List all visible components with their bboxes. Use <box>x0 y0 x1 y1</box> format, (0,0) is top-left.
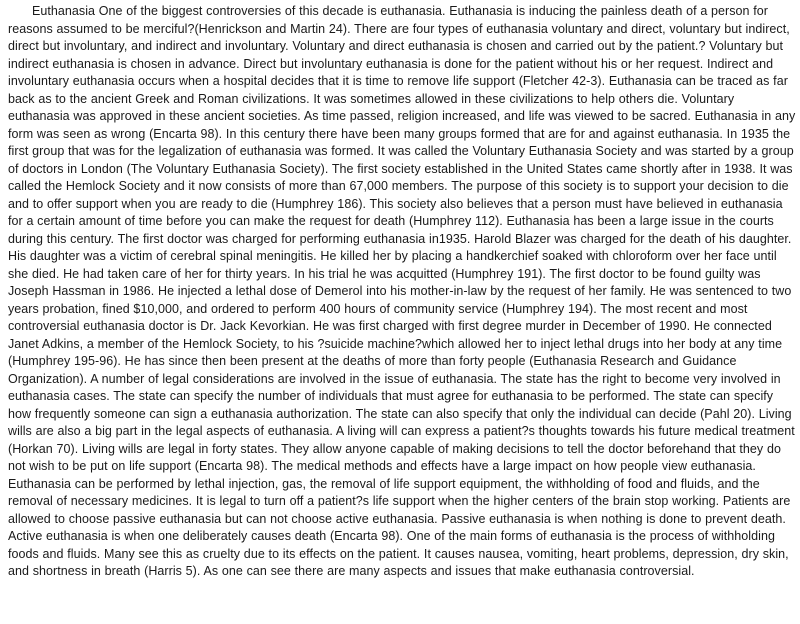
essay-paragraph: Euthanasia One of the biggest controversies of this decade is euthanasia. Euthanasia is inducing the painless death of a person for reasons assumed to be merciful?(Henrickson and Martin 24). There are four types of euthanasia voluntary and direct, voluntary but indirect, direct but involuntary, and indirect and involuntary. Voluntary and direct euthanasia is chosen and carried out by the patient.? Voluntary but indirect euthanasia is chosen in advance. Direct but involuntary euthanasia is done for the patient without his or her request. Indirect and involuntary euthanasia occurs when a hospital decides that it is time to remove life support (Fletcher 42-3). Euthanasia can be traced as far back as to the ancient Greek and Roman civilizations. It was sometimes allowed in these civilizations to help others die. Voluntary euthanasia was approved in these ancient societies. As time passed, religion increased, and life was viewed to be sacred. Euthanasia in any form was seen as wrong (Encarta 98). In this century there have been many groups formed that are for and against euthanasia. In 1935 the first group that was for the legalization of euthanasia was formed. It was called the Voluntary Euthanasia Society and was started by a group of doctors in London (The Voluntary Euthanasia Society). The first society established in the United States came shortly after in 1938. It was called the Hemlock Society and it now consists of more than 67,000 members. The purpose of this society is to support your decision to die and to offer support when you are ready to die (Humphrey 186). This society also believes that a person must have believed in euthanasia for a certain amount of time before you can make the request for death (Humphrey 112). Euthanasia has been a large issue in the courts during this century. The first doctor was charged for performing euthanasia in1935. Harold Blazer was charged for the death of his daughter. His daughter was a victim of cerebral spinal meningitis. He killed her by placing a handkerchief soaked with chloroform over her face until she died. He had taken care of her for thirty years. In his trial he was acquitted (Humphrey 191). The first doctor to be found guilty was Joseph Hassman in 1986. He injected a lethal dose of Demerol into his mother-in-law by the request of her family. He was sentenced to two years probation, fined $10,000, and ordered to perform 400 hours of community service (Humphrey 194). The most recent and most controversial euthanasia doctor is Dr. Jack Kevorkian. He was first charged with first degree murder in December of 1990. He connected Janet Adkins, a member of the Hemlock Society, to his ?suicide machine?which allowed her to inject lethal drugs into her body at any time (Humphrey 195-96). He has since then been present at the deaths of more than forty people (Euthanasia Research and Guidance Organization). A number of legal considerations are involved in the issue of euthanasia. The state has the right to become very involved in euthanasia cases. The state can specify the number of individuals that must agree for euthanasia to be performed. The state can specify how frequently someone can sign a euthanasia authorization. The state can also specify that only the individual can decide (Pahl 20). Living wills are also a big part in the legal aspects of euthanasia. A living will can express a patient?s thoughts towards his future medical treatment (Horkan 70). Living wills are legal in forty states. They allow anyone capable of making decisions to tell the doctor beforehand that they do not wish to be put on life support (Encarta 98). The medical methods and effects have a large impact on how people view euthanasia. Euthanasia can be performed by lethal injection, gas, the removal of life support equipment, the withholding of food and fluids, and the removal of necessary medicines. It is legal to turn off a patient?s life support when the higher centers of the brain stop working. Patients are allowed to choose passive euthanasia but can not choose active euthanasia. Passive euthanasia is when nothing is done to prevent death. Active euthanasia is when one deliberately causes death (Encarta 98). One of the main forms of euthanasia is the process of withholding foods and fluids. Many see this as cruelty due to its effects on the patient. It causes nausea, vomiting, heart problems, depression, dry skin, and shortness in breath (Harris 5). As one can see there are many aspects and issues that make euthanasia controversial. <box>8 4 796 578</box>
